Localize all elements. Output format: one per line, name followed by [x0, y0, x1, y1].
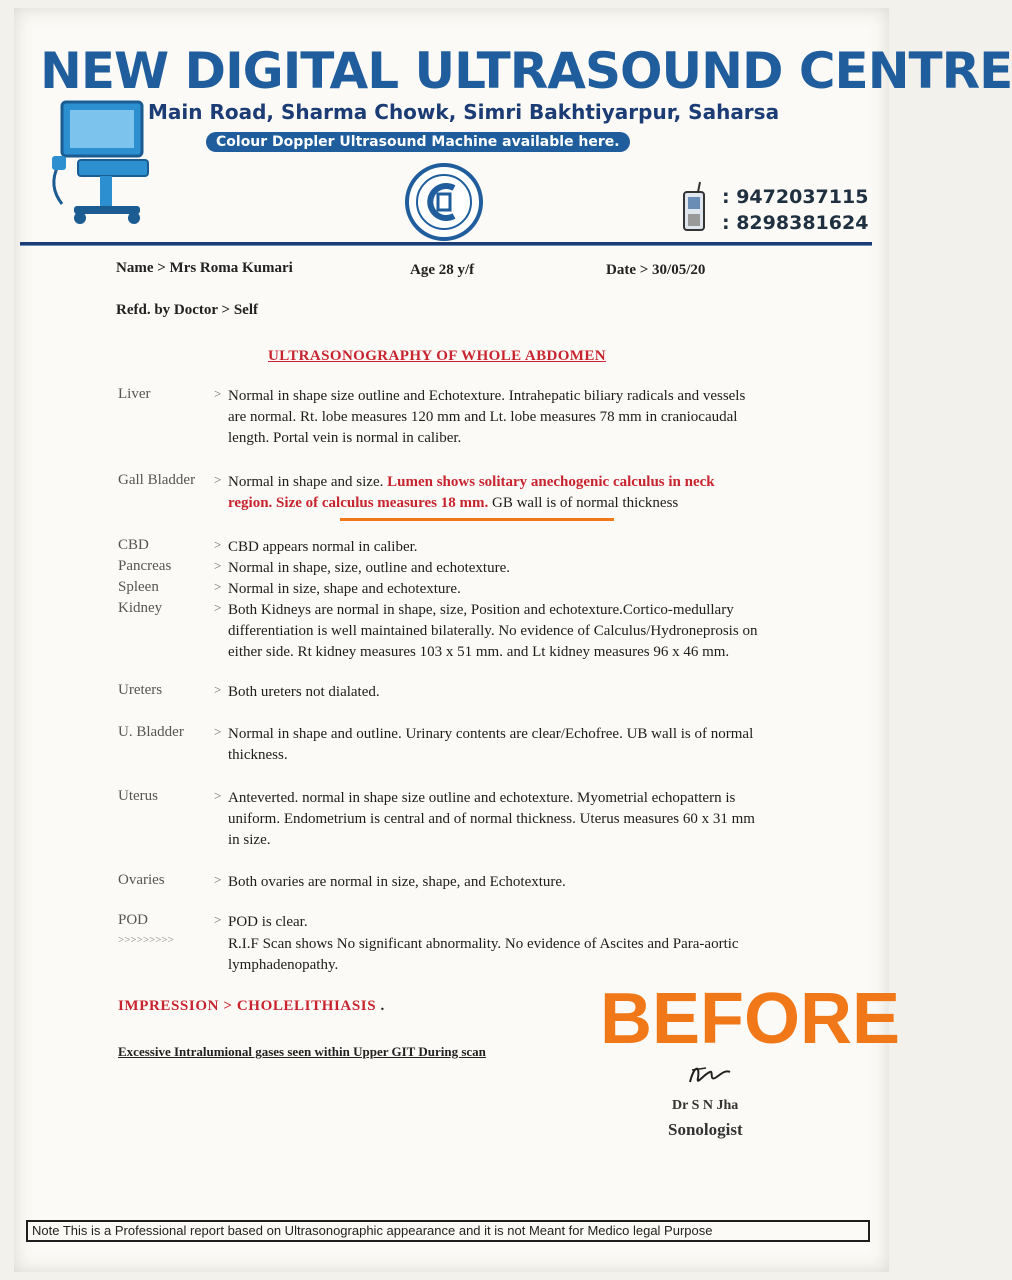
mobile-phone-icon	[678, 182, 712, 234]
header-divider	[20, 242, 872, 246]
finding-text	[228, 472, 758, 514]
calculus-highlight: Lumen shows solitary anechogenic calculus in neck region. Size of calculus measures 18 mm.	[228, 474, 715, 511]
centre-seal-logo	[404, 162, 484, 242]
referred-by: Refd. by Doctor > Self	[116, 302, 259, 318]
finding-text: Both ureters not dialated.	[228, 684, 380, 700]
arrow-icon: >	[214, 600, 222, 615]
finding-text-part: GB wall is of normal thickness	[488, 495, 679, 511]
finding-label: >>>>>>>>>	[118, 934, 174, 946]
finding-text: Normal in size, shape and echotexture.	[228, 581, 461, 597]
finding-label: Kidney	[118, 600, 163, 616]
report-title: ULTRASONOGRAPHY OF WHOLE ABDOMEN	[268, 348, 606, 364]
doctor-designation: Sonologist	[668, 1120, 743, 1139]
doctor-signature	[684, 1060, 732, 1090]
report-date: Date > 30/05/20	[606, 262, 706, 278]
finding-label: Spleen	[118, 579, 159, 595]
ultrasound-machine-icon	[48, 96, 168, 228]
lab-name: NEW DIGITAL ULTRASOUND CENTRE	[40, 42, 1012, 100]
finding-text: CBD appears normal in caliber.	[228, 539, 418, 555]
finding-label: U. Bladder	[118, 724, 184, 740]
finding-text: Normal in shape, size, outline and echotexture.	[228, 560, 510, 576]
gas-note: Excessive Intralumional gases seen within Upper GIT During scan	[118, 1044, 486, 1059]
arrow-icon: >	[214, 682, 222, 697]
legal-disclaimer: Note This is a Professional report based on Ultrasonographic appearance and it is not Meant for Medico legal Purpose	[26, 1220, 870, 1242]
arrow-icon: >	[214, 386, 222, 401]
impression-end: .	[376, 998, 385, 1014]
finding-text: Normal in shape size outline and Echotexture. Intrahepatic biliary radicals and vessels are normal. Rt. lobe measures 120 mm and Lt. lobe measures 78 mm in craniocaudal length. Portal vein is normal in caliber.	[228, 388, 746, 446]
arrow-icon: >	[214, 872, 222, 887]
finding-text-part: Normal in shape and size.	[228, 474, 388, 490]
impression	[118, 998, 385, 1015]
arrow-icon: >	[214, 912, 222, 927]
phone-number-2: : 8298381624	[722, 212, 869, 234]
finding-label: Gall Bladder	[118, 472, 196, 488]
patient-name: Name > Mrs Roma Kumari	[116, 260, 293, 276]
before-stamp: BEFORE	[600, 979, 901, 1059]
highlight-underline	[340, 518, 614, 521]
finding-text: R.I.F Scan shows No significant abnormality. No evidence of Ascites and Para-aortic lymphadenopathy.	[228, 936, 739, 973]
arrow-icon: >	[214, 472, 222, 487]
patient-age: Age 28 y/f	[410, 262, 475, 278]
impression-text: IMPRESSION > CHOLELITHIASIS	[118, 998, 377, 1014]
arrow-icon: >	[214, 558, 222, 573]
lab-address: Main Road, Sharma Chowk, Simri Bakhtiyarpur, Saharsa	[148, 100, 780, 124]
arrow-icon: >	[214, 579, 222, 594]
arrow-icon: >	[214, 537, 222, 552]
finding-text: Both ovaries are normal in size, shape, and Echotexture.	[228, 874, 566, 890]
finding-label: Ovaries	[118, 872, 165, 888]
lab-tagline: Colour Doppler Ultrasound Machine available here.	[206, 132, 630, 152]
phone-number-1: : 9472037115	[722, 186, 869, 208]
arrow-icon: >	[214, 724, 222, 739]
finding-text: Both Kidneys are normal in shape, size, Position and echotexture.Cortico-medullary differentiation is well maintained bilaterally. No evidence of Calculus/Hydroneprosis on either side. Rt kidney measures 103 x 51 mm. and Lt kidney measures 96 x 46 mm.	[228, 602, 758, 660]
finding-label: Pancreas	[118, 558, 172, 574]
finding-text: Anteverted. normal in shape size outline and echotexture. Myometrial echopattern is uniform. Endometrium is central and of normal thickness. Uterus measures 60 x 31 mm in size.	[228, 790, 755, 848]
finding-label: Liver	[118, 386, 151, 402]
finding-text: POD is clear.	[228, 914, 308, 930]
doctor-name: Dr S N Jha	[672, 1098, 739, 1113]
arrow-icon: >	[214, 788, 222, 803]
finding-label: POD	[118, 912, 149, 928]
finding-label: Ureters	[118, 682, 163, 698]
finding-label: Uterus	[118, 788, 158, 804]
finding-label: CBD	[118, 537, 149, 553]
finding-text: Normal in shape and outline. Urinary contents are clear/Echofree. UB wall is of normal thickness.	[228, 726, 754, 763]
